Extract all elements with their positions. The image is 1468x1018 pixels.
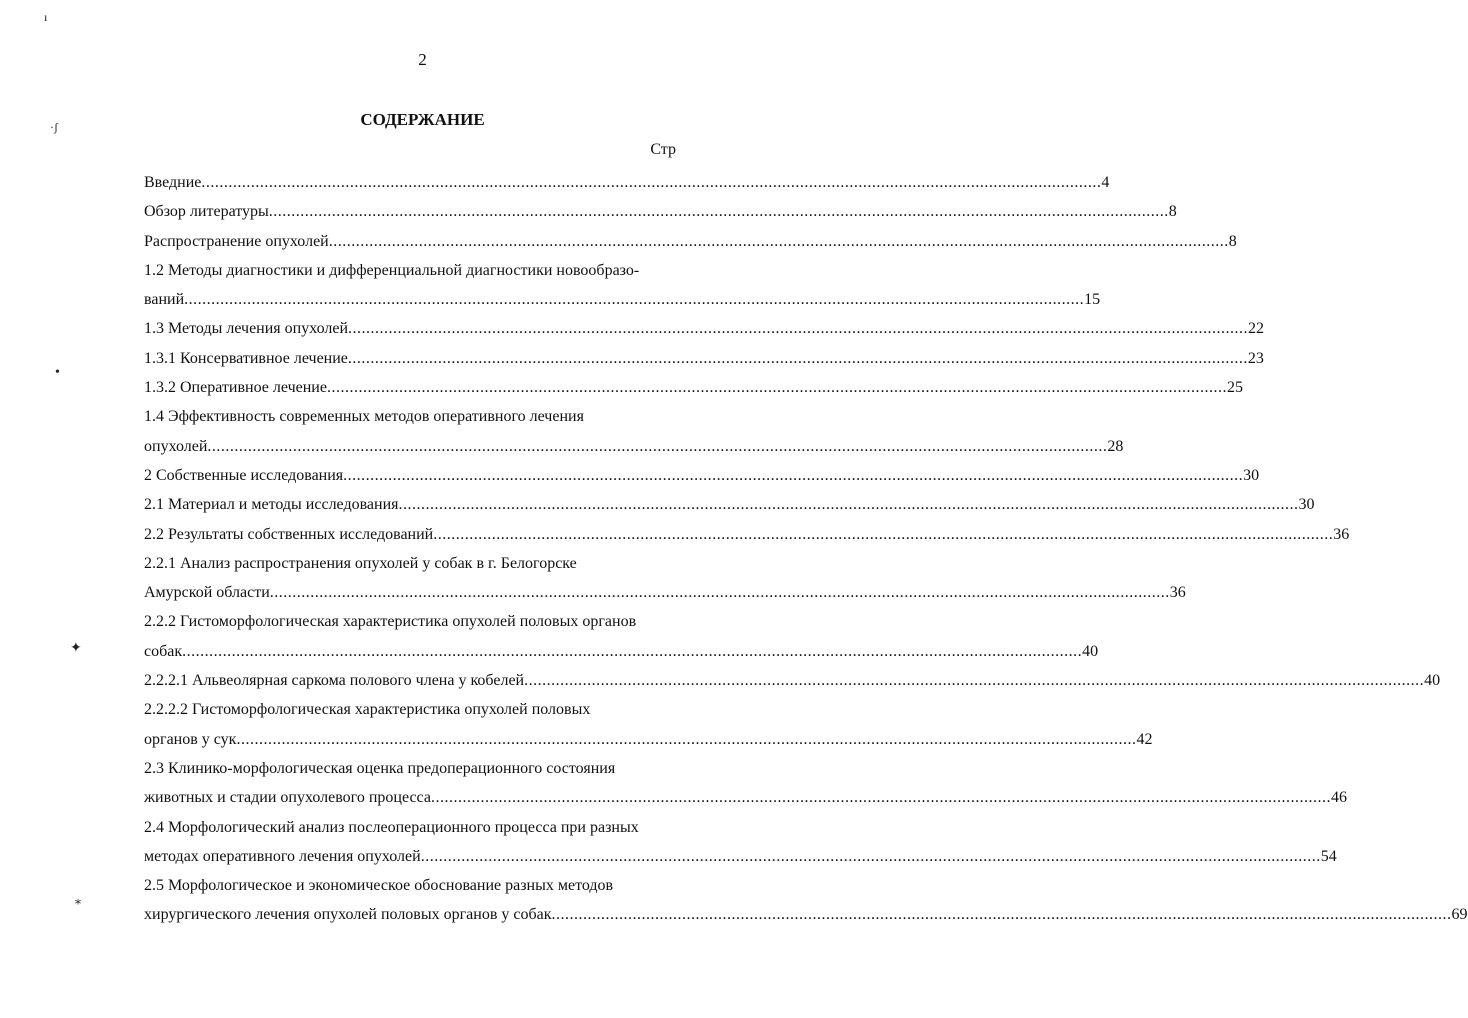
toc-page-number: 40 bbox=[1424, 672, 1441, 690]
toc-dot-leader: ........................................................................................................................................................................................................ bbox=[236, 730, 1137, 748]
toc-entry bbox=[144, 314, 1265, 343]
toc-entry-line: 2.4 Морфологический анализ послеоперационного процесса при разных bbox=[144, 818, 639, 836]
toc-page-number: 23 bbox=[1247, 349, 1264, 367]
toc-dot-leader: ........................................................................................................................................................................................................ bbox=[524, 672, 1425, 690]
toc-dot-leader: ........................................................................................................................................................................................................ bbox=[343, 466, 1244, 484]
toc-page-number: 30 bbox=[1298, 496, 1315, 514]
toc-page-number: 28 bbox=[1107, 437, 1124, 455]
toc-entry-text: Обзор литературы bbox=[144, 203, 269, 221]
scan-speck: ı bbox=[44, 10, 48, 24]
toc-entry bbox=[144, 842, 1337, 871]
toc-entry-text: животных и стадии опухолевого процесса bbox=[144, 789, 431, 807]
toc-entry bbox=[144, 578, 1186, 607]
page-column-label: Стр bbox=[650, 141, 676, 158]
page-number: 2 bbox=[418, 50, 427, 69]
toc-page-number: 15 bbox=[1084, 291, 1101, 309]
toc-dot-leader: ........................................................................................................................................................................................................ bbox=[348, 320, 1249, 338]
scan-speck: ·ʃ bbox=[50, 120, 58, 134]
toc-entry-line: 2.2.2.2 Гистоморфологическая характеристика опухолей половых bbox=[144, 701, 591, 719]
toc-entry-text: методах оперативного лечения опухолей bbox=[144, 847, 421, 865]
toc-entry bbox=[144, 490, 1315, 519]
toc-entry-text: 1.3.2 Оперативное лечение bbox=[144, 379, 327, 397]
toc-page-number: 36 bbox=[1333, 525, 1350, 543]
toc-entry bbox=[144, 900, 1468, 929]
toc-dot-leader: ........................................................................................................................................................................................................ bbox=[184, 291, 1085, 309]
toc-dot-leader: ........................................................................................................................................................................................................ bbox=[182, 642, 1083, 660]
toc-entry-line: 1.4 Эффективность современных методов оперативного лечения bbox=[144, 408, 584, 426]
toc-entry-line: 2.5 Морфологическое и экономическое обоснование разных методов bbox=[144, 877, 614, 895]
toc-page-number: 8 bbox=[1228, 232, 1237, 250]
toc-page-number: 25 bbox=[1226, 379, 1243, 397]
toc-entry-text: хирургического лечения опухолей половых органов у собак bbox=[144, 906, 552, 924]
toc-dot-leader: ........................................................................................................................................................................................................ bbox=[430, 789, 1331, 807]
toc-page-number: 22 bbox=[1248, 320, 1265, 338]
toc-entry-text: 2.2.2.1 Альвеолярная саркома полового члена у кобелей bbox=[144, 672, 525, 690]
toc-page-number: 30 bbox=[1243, 466, 1260, 484]
toc-entry-text: ваний bbox=[144, 291, 185, 309]
toc-entry bbox=[144, 725, 1153, 754]
toc-entry bbox=[144, 197, 1177, 226]
toc-dot-leader: ........................................................................................................................................................................................................ bbox=[269, 584, 1170, 602]
toc-page-number: 8 bbox=[1168, 203, 1177, 221]
toc-entry bbox=[144, 666, 1441, 695]
toc-entry bbox=[144, 461, 1260, 490]
toc-entry-text: органов у сук bbox=[144, 730, 237, 748]
toc-dot-leader: ........................................................................................................................................................................................................ bbox=[268, 203, 1169, 221]
toc-dot-leader: ........................................................................................................................................................................................................ bbox=[326, 379, 1227, 397]
toc-dot-leader: ........................................................................................................................................................................................................ bbox=[551, 906, 1452, 924]
toc-entry bbox=[144, 520, 1350, 549]
toc-entry-line: 2.2.2 Гистоморфологическая характеристика опухолей половых органов bbox=[144, 613, 637, 631]
toc-entry-text: 2 Собственные исследования bbox=[144, 466, 344, 484]
toc-entry bbox=[144, 373, 1243, 402]
toc-page-number: 40 bbox=[1082, 642, 1099, 660]
toc-entry bbox=[144, 432, 1124, 461]
toc-entry-text: опухолей bbox=[144, 437, 208, 455]
scan-speck: ✦ bbox=[70, 641, 82, 656]
toc-entry bbox=[144, 168, 1110, 197]
scan-speck: • bbox=[55, 365, 60, 380]
toc-entry-line: 2.3 Клинико-морфологическая оценка предоперационного состояния bbox=[144, 759, 616, 777]
toc-entry bbox=[144, 227, 1237, 256]
toc-dot-leader: ........................................................................................................................................................................................................ bbox=[398, 496, 1299, 514]
toc-entry-text: 1.3.1 Консервативное лечение bbox=[144, 349, 348, 367]
toc-dot-leader: ........................................................................................................................................................................................................ bbox=[328, 232, 1229, 250]
toc-entry bbox=[144, 344, 1264, 373]
toc-dot-leader: ........................................................................................................................................................................................................ bbox=[420, 847, 1321, 865]
toc-entry-text: 2.2 Результаты собственных исследований bbox=[144, 525, 434, 543]
page-title: СОДЕРЖАНИЕ bbox=[360, 110, 485, 129]
toc-page-number: 4 bbox=[1101, 174, 1110, 191]
toc-entry-text: Введние bbox=[144, 174, 202, 191]
toc-page-number: 36 bbox=[1169, 584, 1186, 602]
toc-entry-line: 2.2.1 Анализ распространения опухолей у собак в г. Белогорске bbox=[144, 554, 577, 572]
toc-entry-text: 2.1 Материал и методы исследования bbox=[144, 496, 399, 514]
toc-entry-text: Распространение опухолей bbox=[144, 232, 329, 250]
toc-entry bbox=[144, 783, 1347, 812]
toc-page-number: 42 bbox=[1136, 730, 1153, 748]
toc-dot-leader: ........................................................................................................................................................................................................ bbox=[433, 525, 1334, 543]
toc-page-number: 69 bbox=[1451, 906, 1468, 924]
toc-entry bbox=[144, 637, 1099, 666]
toc-page-number: 54 bbox=[1320, 847, 1337, 865]
toc-entry-text: 1.3 Методы лечения опухолей bbox=[144, 320, 349, 338]
toc-entry-line: 1.2 Методы диагностики и дифференциальной диагностики новообразо- bbox=[144, 261, 640, 279]
toc-dot-leader: ........................................................................................................................................................................................................ bbox=[207, 437, 1108, 455]
toc-entry-text: Амурской области bbox=[144, 584, 270, 602]
toc-page-number: 46 bbox=[1330, 789, 1347, 807]
scan-speck: ⁎ bbox=[75, 893, 81, 907]
toc-dot-leader: ........................................................................................................................................................................................................ bbox=[347, 349, 1248, 367]
toc-dot-leader: ........................................................................................................................................................................................................ bbox=[201, 174, 1102, 191]
toc-entry-text: собак bbox=[144, 642, 183, 660]
table-of-contents bbox=[144, 168, 1468, 930]
toc-entry bbox=[144, 285, 1101, 314]
